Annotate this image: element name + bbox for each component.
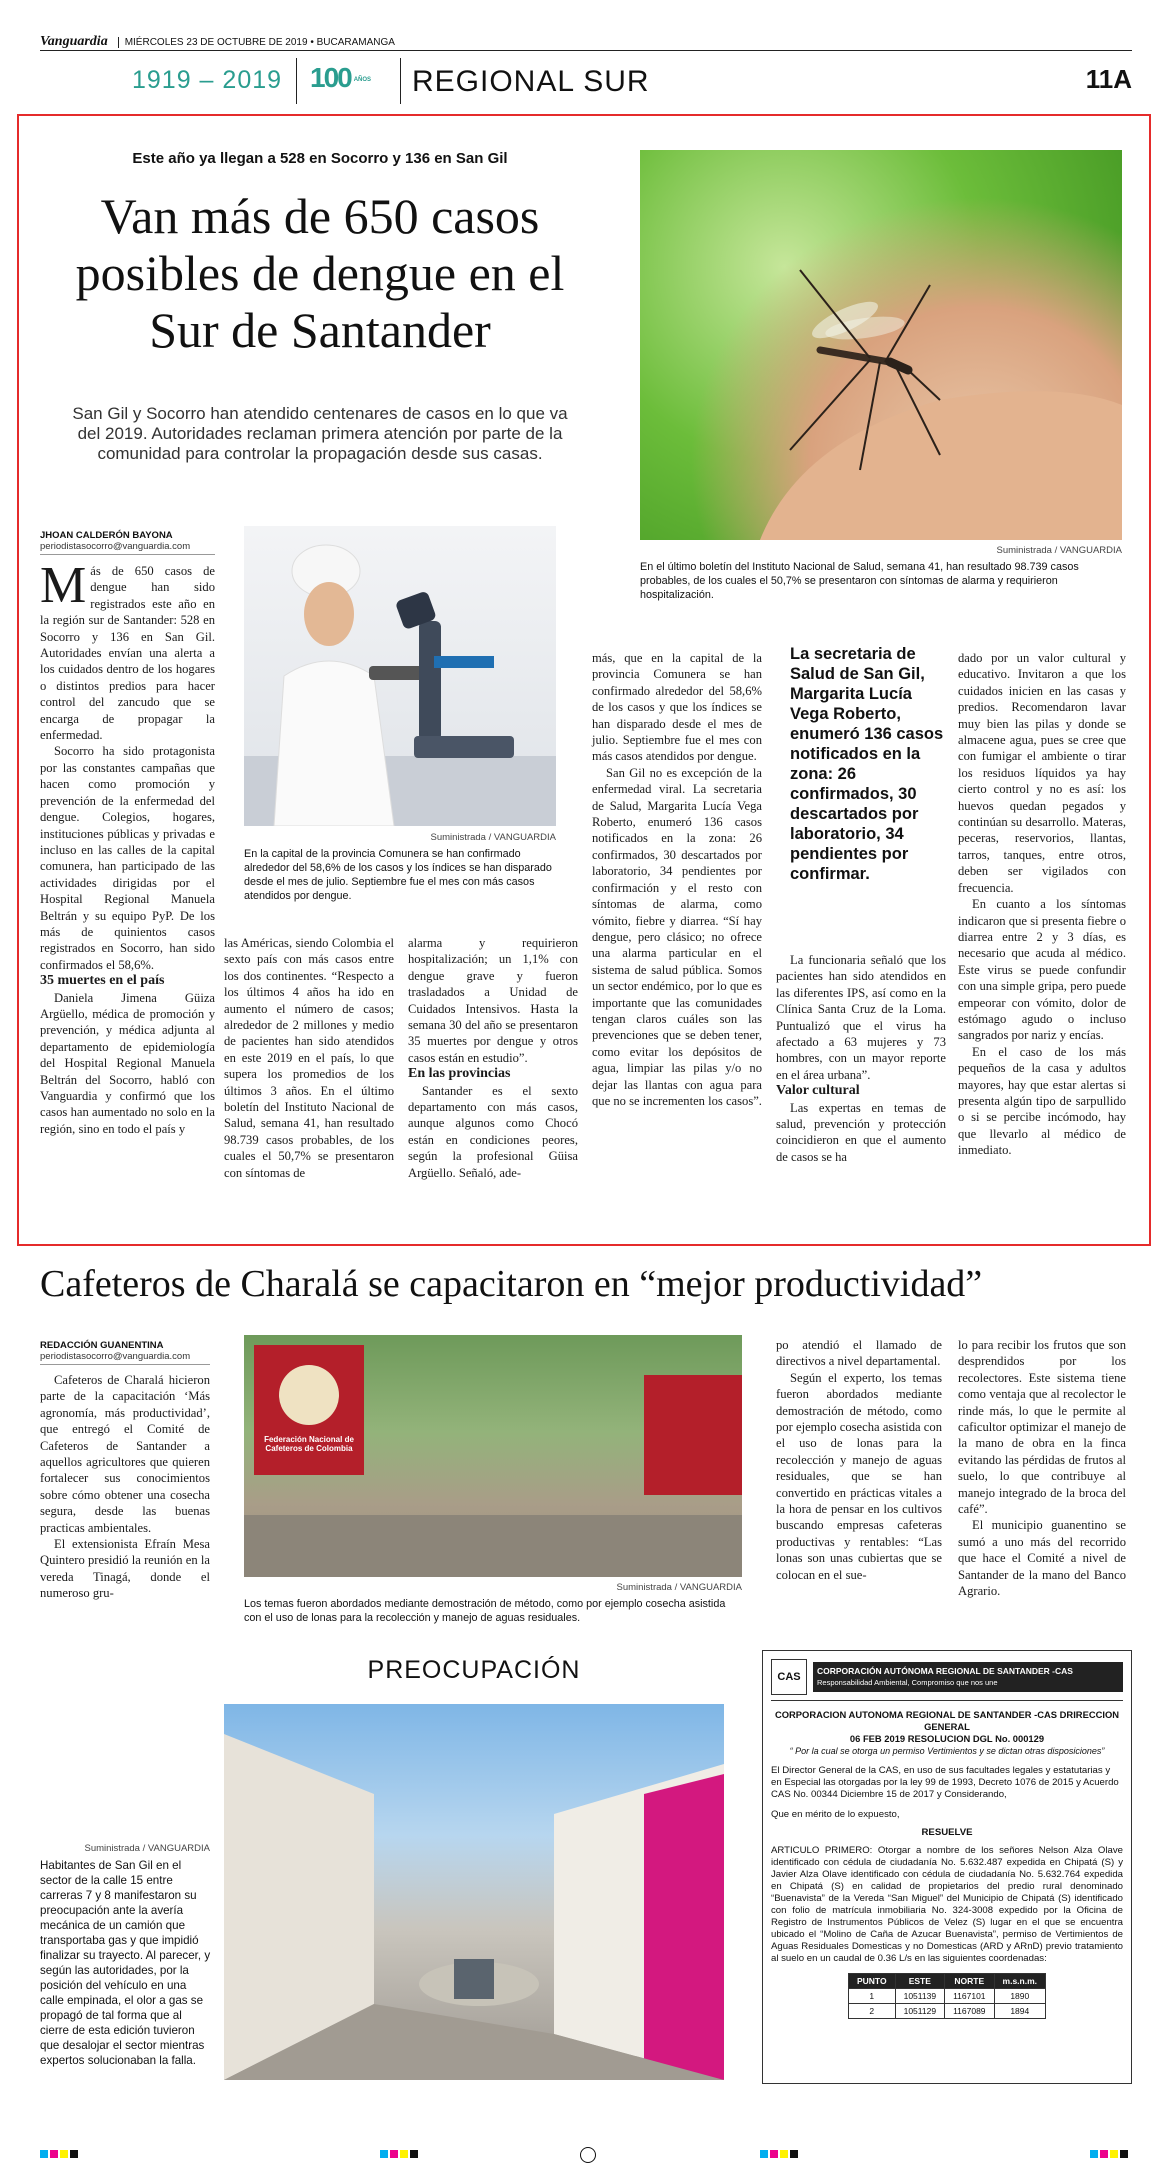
byline-email: periodistasocorro@vanguardia.com <box>40 541 215 555</box>
masthead <box>40 32 1132 110</box>
print-color-bar <box>40 2150 1132 2160</box>
mosquito-photo <box>640 150 1122 540</box>
subhead: En las provincias <box>408 1066 511 1082</box>
coordinates-table <box>848 1973 1046 2019</box>
byline-name: JHOAN CALDERÓN BAYONA <box>40 530 173 541</box>
paragraph: dado por un valor cultural y educativo. Invitaron a que los cuidados inicien en las casas y predios. Recomendaron lavar muy bien las pilas y donde se almacene agua, pues se cree que con fumigar el ambiente o tirar los residuos líquidos ya hay cierto control y no es así: los huevos quedan pegados y continúan su desarrollo. Materas, peceras, reservorios, llantas, tarros, tanques, entre otros, deben ser vigilados con frecuencia. <box>958 651 1126 895</box>
table-row <box>848 2004 1045 2019</box>
brand-logo: Vanguardia <box>40 34 108 49</box>
article3-headline: PREOCUPACIÓN <box>367 1656 581 1684</box>
table-cell: 1890 <box>994 1989 1045 2004</box>
paragraph: El municipio guanentino se sumó a uno más del recorrido que hace el Comité a nivel de Santander de la mano del Banco Agrario. <box>958 1518 1126 1599</box>
paragraph: Más de 650 casos de dengue han sido registrados este año en la región sur de Santander: 528 en Socorro y 136 en San Gil. Autoridades envían una alerta a los cuidados dentro de los hogares o distintos predios para hacer control del zancudo que se encarga de propagar la enfermedad. <box>40 557 215 743</box>
paragraph: más, que en la capital de la provincia Comunera se han confirmado alrededor del 58,6% de los casos y que los índices se han disparado desde el mes de julio. Septiembre fue el mes con más casos atendidos por dengue. <box>592 651 762 764</box>
table-cell: 1051129 <box>895 2004 944 2019</box>
article1-column-3 <box>408 935 578 1181</box>
article2-headline: Cafeteros de Charalá se capacitaron en “mejor productividad” <box>40 1263 983 1305</box>
color-swatch <box>400 2150 408 2158</box>
color-swatch <box>40 2150 48 2158</box>
table-cell: 2 <box>848 2004 895 2019</box>
coffee-growers-photo <box>244 1335 742 1577</box>
notice-title-1: CORPORACION AUTONOMA REGIONAL DE SANTANDER -CAS DRIRECCION GENERAL <box>774 1709 1120 1732</box>
article1-lead: San Gil y Socorro han atendido centenares de casos en lo que va del 2019. Autoridades reclaman primera atención por parte de la comunidad para controlar la propagación desde sus casas. <box>72 404 568 463</box>
paragraph: Socorro ha sido protagonista por las constantes campañas que hacen como promoción y prevención de la enfermedad del dengue. Colegios, hogares, instituciones públicas y privadas e incluso en las calles de la capital comunera, han participado de las actividades dirigidas por el Hospital Regional Manuela Beltrán y su equipo PyP. De los más de quinientos casos registrados en Socorro, han sido confirmados el 58,6%. <box>40 744 215 972</box>
color-swatch <box>1090 2150 1098 2158</box>
color-swatch <box>1100 2150 1108 2158</box>
org-tagline: Responsabilidad Ambiental, Compromiso que nos une <box>817 1678 998 1687</box>
paragraph: En el caso de los más pequeños de la casa y adultos mayores, hay que estar alertas si presenta algún tipo de sarpullido o si se percibe incómodo, hay que llevarlo al médico de inmediato. <box>958 1044 1126 1158</box>
article1-byline <box>40 530 215 555</box>
paragraph: La funcionaria señaló que los pacientes han sido atendidos en las diferentes IPS, así como en la Clínica Santa Cruz de la Loma. Puntualizó que el virus ha afectado a 63 mujeres y 73 hombres, con un mayor reporte en el área urbana”. <box>776 953 946 1082</box>
notice-resuelve: RESUELVE <box>921 1827 973 1838</box>
notice-intro: El Director General de la CAS, en uso de sus facultades legales y estatutarias y en Especial las otorgadas por la ley 99 de 1993, Decreto 1076 de 2015 y Acuerdo CAS No. 00344 Diciembre 15 de 2017 y Considerando, <box>771 1765 1119 1800</box>
color-swatch <box>390 2150 398 2158</box>
divider-1 <box>296 58 297 104</box>
section-title: REGIONAL SUR <box>412 65 650 98</box>
lab-photo-caption: En la capital de la provincia Comunera se han confirmado alrededor del 58,6% de los casos y los índices se han disparado desde el mes de julio. Septiembre fue el mes con más casos atendidos por dengue. <box>244 848 552 902</box>
street-photo-credit: Suministrada / VANGUARDIA <box>84 1843 210 1854</box>
notice-title-3: “ Por la cual se otorga un permiso Vertimientos y se dictan otras disposiciones” <box>789 1746 1105 1756</box>
color-swatch <box>760 2150 768 2158</box>
article2-column-3 <box>958 1337 1126 1600</box>
lab-illustration <box>244 526 556 826</box>
color-swatch <box>70 2150 78 2158</box>
color-swatch <box>410 2150 418 2158</box>
article1-kicker: Este año ya llegan a 528 en Socorro y 136 en San Gil <box>132 150 508 167</box>
color-swatch <box>1110 2150 1118 2158</box>
cas-logo: CAS <box>771 1659 807 1695</box>
article1-headline: Van más de 650 casos posibles de dengue en el Sur de Santander <box>75 188 565 358</box>
anniversary-logo: 100 AÑOS <box>310 62 372 93</box>
lab-photo <box>244 526 556 826</box>
color-swatch <box>50 2150 58 2158</box>
notice-header <box>771 1659 1123 1701</box>
coffee-photo-credit: Suministrada / VANGUARDIA <box>616 1582 742 1593</box>
date-line: MIÉRCOLES 23 DE OCTUBRE DE 2019 • BUCARAMANGA <box>118 37 395 48</box>
table-header: ESTE <box>895 1974 944 1989</box>
color-swatch <box>790 2150 798 2158</box>
paragraph: las Américas, siendo Colombia el sexto país con más casos entre los dos continentes. “Respecto a los últimos 4 años ha ido en aumento el número de casos; alrededor de 2 millones y medio de pacientes han sido atendidos en este 2019 en el país, lo que supera los promedios de los últimos 3 años. En el último boletín del Instituto Nacional de Salud, semana 41, han resultado 98.739 casos probables, de los cuales el 50,7% se presentaron con síntomas de <box>224 936 394 1180</box>
mosquito-photo-caption: En el último boletín del Instituto Nacional de Salud, semana 41, han resultado 98.739 casos probables, de los cuales el 50,7% se presentaron con síntomas de alarma y requirieron hospitalización. <box>640 561 1079 601</box>
mosquito-illustration <box>640 150 1122 540</box>
article1-column-1 <box>40 557 215 1137</box>
mosquito-photo-credit: Suministrada / VANGUARDIA <box>996 545 1122 556</box>
pull-quote: La secretaria de Salud de San Gil, Margarita Lucía Vega Roberto, enumeró 136 casos notificados en la zona: 26 confirmados, 30 descartados por laboratorio, 34 pendientes por confirmar. <box>790 645 944 883</box>
table-header: NORTE <box>945 1974 994 1989</box>
subhead: 35 muertes en el país <box>40 973 165 989</box>
street-illustration <box>224 1704 724 2080</box>
color-swatch <box>1120 2150 1128 2158</box>
table-cell: 1167089 <box>945 2004 994 2019</box>
registration-mark <box>580 2147 596 2163</box>
paragraph: po atendió el llamado de directivos a nivel departamental. <box>776 1338 942 1369</box>
paragraph: Según el experto, los temas fueron abordados mediante demostración de método, como por ejemplo cosecha asistida con el uso de lonas para la recolección y manejo de aguas residuales, que se han convertido en prácticas vitales a la hora de pensar en los cultivos buscando empresas cafeteras productivas y rentables: “Las lonas son unas cubiertas que se colocan en el sue- <box>776 1370 942 1582</box>
article2-byline <box>40 1340 210 1365</box>
street-photo <box>224 1704 724 2080</box>
dropcap: M <box>40 557 87 614</box>
byline-email: periodistasocorro@vanguardia.com <box>40 1351 210 1365</box>
table-cell: 1167101 <box>945 1989 994 2004</box>
color-swatch <box>780 2150 788 2158</box>
color-swatch <box>60 2150 68 2158</box>
brand-line <box>40 32 1132 51</box>
group-illustration <box>244 1335 742 1577</box>
banner-text: Federación Nacional de Cafeteros de Colombia <box>264 1435 354 1453</box>
article1-column-6 <box>958 650 1126 1159</box>
table-cell: 1 <box>848 1989 895 2004</box>
article2-column-2 <box>776 1337 942 1583</box>
page-number: 11A <box>1085 64 1132 94</box>
color-swatch <box>380 2150 388 2158</box>
paragraph: Santander es el sexto departamento con más casos, aunque algunos como Chocó están en condiciones peores, según la profesional Güisa Argüello. Señaló, ade- <box>408 1083 578 1180</box>
paragraph: alarma y requirieron hospitalización; un 1,1% con dengue grave y fueron trasladados a Unidad de Cuidados Intensivos. Hasta la semana 30 del año se presentaron 35 muertes por dengue y otros casos están en estudio”. <box>408 936 578 1065</box>
street-photo-caption: Habitantes de San Gil en el sector de la calle 15 entre carreras 7 y 8 manifestaron su preocupación ante la avería mecánica de un camión que transportaba gas y que impidió finalizar su trayecto. Al parecer, y según las autoridades, por la posición del vehículo en una calle empinada, el olor a gas se propagó de tal forma que al cierre de esta edición tuvieron que desalojar el sector mientras expertos solucionaban la falla. <box>40 1859 211 2067</box>
legal-notice <box>762 1650 1132 2084</box>
lab-photo-credit: Suministrada / VANGUARDIA <box>430 832 556 843</box>
paragraph: El extensionista Efraín Mesa Quintero presidió la reunión en la vereda Tinagá, donde el numeroso gru- <box>40 1537 210 1601</box>
paragraph: Las expertas en temas de salud, prevención y protección coincidieron en que el aumento de casos se ha <box>776 1100 946 1164</box>
divider-2 <box>400 58 401 104</box>
subhead: Valor cultural <box>776 1083 860 1099</box>
org-name: CORPORACIÓN AUTÓNOMA REGIONAL DE SANTANDER -CAS <box>817 1666 1073 1676</box>
color-swatch <box>770 2150 778 2158</box>
table-header: m.s.n.m. <box>994 1974 1045 1989</box>
paragraph: En cuanto a los síntomas indicaron que si presenta fiebre o diarrea entre 2 y 3 días, es necesario que acuda al médico. Este virus se puede confundir con una simple gripa, pero puede empeorar con vómito, dolor de estómago agudo o incluso sangrados por nariz y encías. <box>958 897 1126 1043</box>
table-cell: 1894 <box>994 2004 1045 2019</box>
table-header-row <box>848 1974 1045 1989</box>
paragraph: San Gil no es excepción de la enfermedad viral. La secretaria de Salud, Margarita Lucía Vega Roberto, enumeró 136 casos notificados en la zona: 26 confirmados, 30 descartados por laboratorio, 34 pendientes por confirmación y el resto con síntomas de alarma, como vómito, fiebre y diarrea. “Sí hay dengue, pero clásico; no ofrece una alarma particular en el sistema de salud pública. Somos un sector endémico, por lo que es importante que las comunidades tengan claros cuáles son las prevenciones que se deben tener, como evitar los depósitos de agua, limpiar las pilas y/o no dejar las llantas con agua para que no se incrementen los casos”. <box>592 765 762 1108</box>
table-header: PUNTO <box>848 1974 895 1989</box>
article2-column-1 <box>40 1372 210 1602</box>
table-row <box>848 1989 1045 2004</box>
article1-column-2 <box>224 935 394 1181</box>
notice-merit: Que en mérito de lo expuesto, <box>771 1809 900 1820</box>
article1-column-4 <box>592 650 762 1109</box>
anniv-years: 1919 – 2019 <box>132 66 283 94</box>
article1-column-5 <box>776 952 946 1165</box>
paragraph: Daniela Jimena Güiza Argüello, médica de promoción y prevención, y médica adjunta al departamento de epidemiología del Hospital Regional Manuela Beltrán del Socorro, habló con Vanguardia y confirmó que los casos han aumentado no solo en la región, sino en todo el país y <box>40 990 215 1136</box>
byline-name: REDACCIÓN GUANENTINA <box>40 1340 164 1351</box>
paragraph: Cafeteros de Charalá hicieron parte de la capacitación ‘Más agronomía, más productividad’, que entregó el Comité de Cafeteros de Santander a aquellos agricultores que quieren fortalecer sus conocimientos sobre cómo obtener una cosecha segura, desde las buenas practicas ambientales. <box>40 1373 210 1535</box>
paragraph: lo para recibir los frutos que son desprendidos por los recolectores. Este sistema tiene como ventaja que al recolector le rinde más, lo que le permite al caficultor optimizar el manejo de la mano de obra en la finca evitando las pérdidas de frutos al suelo, lo que contribuye al manejo integrado de la broca del café”. <box>958 1338 1126 1517</box>
table-cell: 1051139 <box>895 1989 944 2004</box>
notice-article: ARTICULO PRIMERO: Otorgar a nombre de los señores Nelson Alza Olave identificado con cédula de ciudadanía No. 5.632.487 expedida en Chipatá (S) y Javier Alza Olave identificado con cédula de ciudadanía No. 5.632.764 expedida en Chipatá (S) en calidad de propietarios del predio rural denominado “Buenavista” de la Vereda “San Miguel” del Municipio de Chipatá (S) identificado con folio de matrícula inmobiliaria No. 324-3008 expedido por la Oficina de Registro de Instrumentos Públicos de Velez (S) lugar en el que se encuentra ubicado el “Molino de Caña de Azucar Buenavista”, permiso de Vertimientos de Aguas Residuales Domesticas y no Domesticas (ARD y ARnD) previo tratamiento al suelo en un caudal de 0.36 L/s en las siguientes coordenadas: <box>771 1845 1123 1964</box>
coffee-photo-caption: Los temas fueron abordados mediante demostración de método, como por ejemplo cosecha asistida con el uso de lonas para la recolección y manejo de aguas residuales. <box>244 1598 726 1624</box>
notice-title-2: 06 FEB 2019 RESOLUCION DGL No. 000129 <box>849 1733 1045 1744</box>
